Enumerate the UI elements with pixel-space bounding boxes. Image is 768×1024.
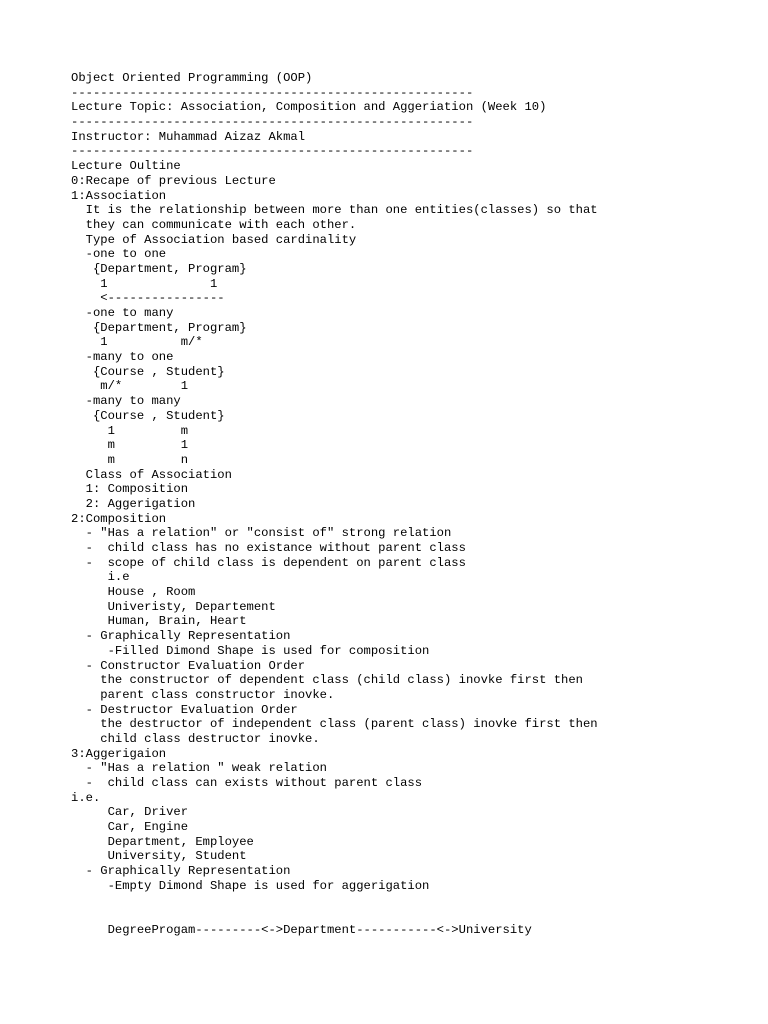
doc-line: the destructor of independent class (parent class) inovke first then	[71, 717, 598, 732]
doc-line: m/* 1	[71, 379, 189, 394]
doc-line: 1:Association	[71, 188, 167, 203]
doc-line: 3:Aggerigaion	[71, 746, 167, 761]
doc-line: -------------------------------------------------------	[71, 115, 474, 130]
doc-line: 0:Recape of previous Lecture	[71, 173, 276, 188]
doc-line: i.e	[71, 570, 130, 585]
doc-line: Lecture Oultine	[71, 159, 181, 174]
doc-line: -Filled Dimond Shape is used for composition	[71, 643, 430, 658]
doc-line: - Graphically Representation	[71, 629, 291, 644]
doc-line: DegreeProgam---------<->Department-----------<->University	[71, 922, 532, 937]
doc-line: -many to one	[71, 350, 174, 365]
doc-line: University, Student	[71, 849, 247, 864]
document-body	[71, 71, 751, 938]
doc-line: - Destructor Evaluation Order	[71, 702, 298, 717]
doc-line: - Constructor Evaluation Order	[71, 658, 306, 673]
doc-line: -------------------------------------------------------	[71, 85, 474, 100]
doc-line: It is the relationship between more than one entities(classes) so that	[71, 203, 598, 218]
doc-line	[71, 894, 751, 909]
doc-line: {Department, Program}	[71, 320, 247, 335]
doc-line: Car, Driver	[71, 805, 189, 820]
doc-line: the constructor of dependent class (child class) inovke first then	[71, 673, 583, 688]
doc-line: - child class can exists without parent class	[71, 776, 423, 790]
doc-line: -one to one	[71, 247, 167, 262]
doc-line: m 1	[71, 438, 189, 453]
doc-line: 1 m/*	[71, 335, 203, 350]
doc-line: Car, Engine	[71, 820, 189, 835]
doc-line: -one to many	[71, 306, 174, 320]
doc-line: Lecture Topic: Association, Composition and Aggeriation (Week 10)	[71, 100, 547, 115]
doc-line: 2:Composition	[71, 511, 167, 526]
doc-line: <----------------	[71, 291, 225, 306]
doc-line: - "Has a relation " weak relation	[71, 761, 327, 776]
doc-line: 1: Composition	[71, 482, 189, 497]
doc-line: House , Room	[71, 585, 196, 600]
doc-line: 2: Aggerigation	[71, 496, 196, 511]
doc-line: {Course , Student}	[71, 364, 225, 379]
doc-line: 1 m	[71, 423, 189, 438]
doc-line: - "Has a relation" or "consist of" strong relation	[71, 526, 452, 541]
doc-line: m n	[71, 452, 189, 467]
doc-line: parent class constructor inovke.	[71, 687, 335, 702]
doc-line: -Empty Dimond Shape is used for aggerigation	[71, 878, 430, 893]
doc-line: {Course , Student}	[71, 408, 225, 423]
doc-line: - child class has no existance without parent class	[71, 541, 466, 555]
doc-line: i.e.	[71, 790, 101, 805]
doc-line: Instructor: Muhammad Aizaz Akmal	[71, 129, 306, 144]
doc-line: -------------------------------------------------------	[71, 144, 474, 159]
doc-line: Department, Employee	[71, 834, 254, 849]
doc-line: Univeristy, Departement	[71, 599, 276, 614]
doc-line: they can communicate with each other.	[71, 217, 357, 232]
doc-line: -many to many	[71, 394, 181, 409]
doc-line	[71, 908, 751, 923]
doc-line: {Department, Program}	[71, 261, 247, 276]
doc-line: 1 1	[71, 276, 218, 291]
doc-line: - Graphically Representation	[71, 864, 291, 879]
doc-line: Class of Association	[71, 467, 232, 482]
doc-line: child class destructor inovke.	[71, 731, 320, 746]
doc-line: Object Oriented Programming (OOP)	[71, 71, 313, 85]
doc-line: Type of Association based cardinality	[71, 232, 357, 247]
doc-line: Human, Brain, Heart	[71, 614, 247, 629]
doc-line: - scope of child class is dependent on parent class	[71, 555, 466, 570]
